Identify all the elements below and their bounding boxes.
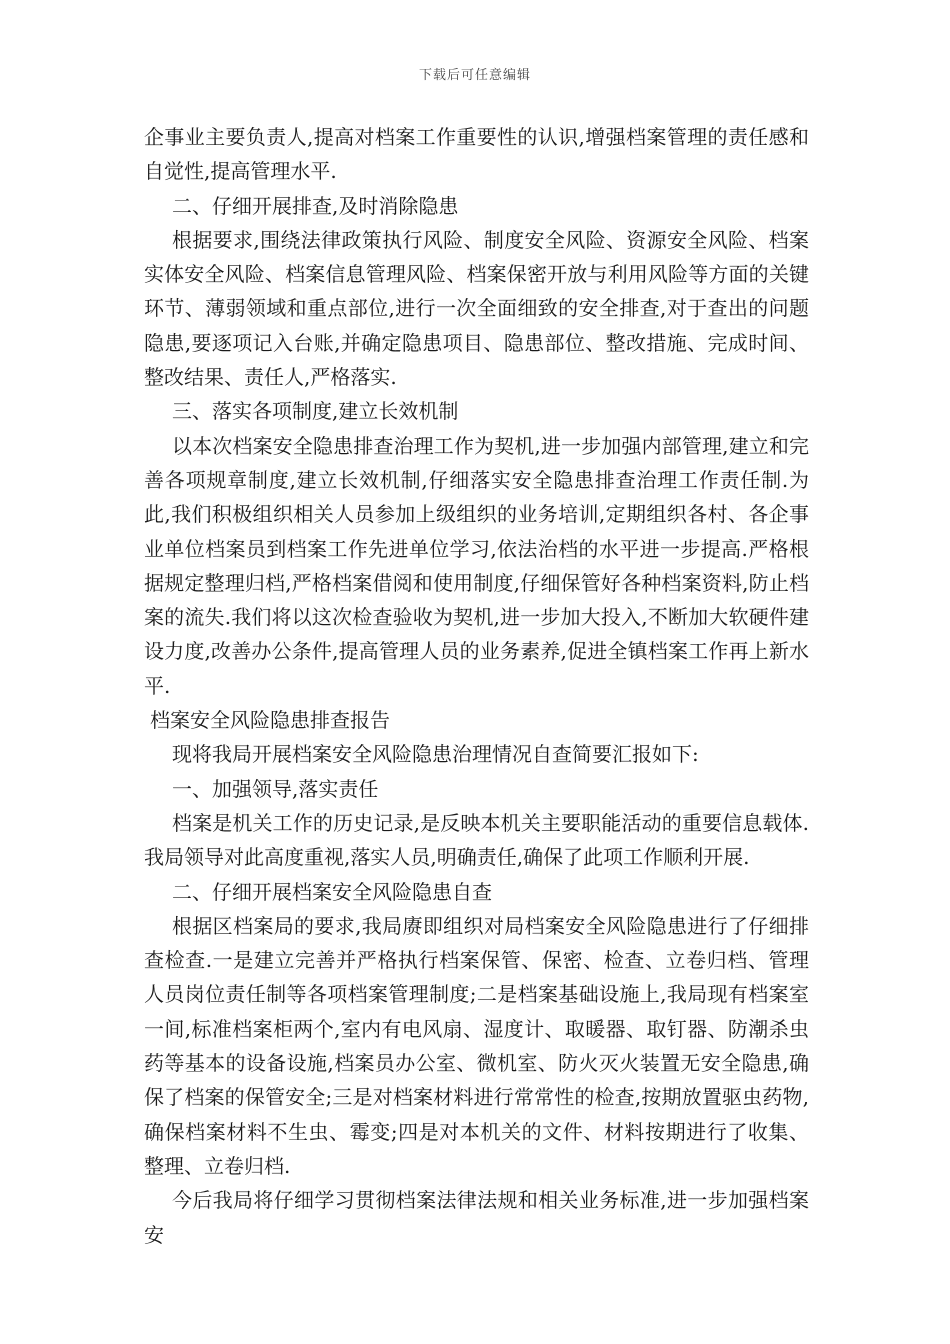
body-paragraph: 现将我局开展档案安全风险隐患治理情况自查简要汇报如下: [172, 742, 699, 767]
section-heading: 一、加强领导,落实责任 [172, 776, 379, 801]
section-heading: 二、仔细开展档案安全风险隐患自查 [172, 879, 492, 904]
report-title: 档案安全风险隐患排查报告 [150, 708, 390, 733]
body-paragraph: 企事业主要负责人,提高对档案工作重要性的认识,增强档案管理的责任感和自觉性,提高管理水平. [144, 125, 809, 184]
section-heading: 二、仔细开展排查,及时消除隐患 [172, 193, 459, 218]
document-body [144, 120, 809, 1252]
body-paragraph: 根据要求,围绕法律政策执行风险、制度安全风险、资源安全风险、档案实体安全风险、档案信息管理风险、档案保密开放与利用风险等方面的关键环节、薄弱领域和重点部位,进行一次全面细致的安全排查,对于查出的问题隐患,要逐项记入台账,并确定隐患项目、隐患部位、整改措施、完成时间、整改结果、责任人,严格落实. [144, 227, 809, 390]
body-paragraph: 根据区档案局的要求,我局赓即组织对局档案安全风险隐患进行了仔细排查检查.一是建立完善并严格执行档案保管、保密、检查、立卷归档、管理人员岗位责任制等各项档案管理制度;二是档案基础设施上,我局现有档案室一间,标准档案柜两个,室内有电风扇、湿度计、取暖器、取钉器、防潮杀虫药等基本的设备设施,档案员办公室、微机室、防火灭火装置无安全隐患,确保了档案的保管安全;三是对档案材料进行常常性的检查,按期放置驱虫药物,确保档案材料不生虫、霉变;四是对本机关的文件、材料按期进行了收集、整理、立卷归档. [144, 913, 809, 1178]
section-heading: 三、落实各项制度,建立长效机制 [172, 399, 459, 424]
page-header: 下载后可任意编辑 [418, 68, 531, 83]
body-paragraph: 档案是机关工作的历史记录,是反映本机关主要职能活动的重要信息载体.我局领导对此高度重视,落实人员,明确责任,确保了此项工作顺利开展. [144, 810, 809, 870]
body-paragraph: 以本次档案安全隐患排查治理工作为契机,进一步加强内部管理,建立和完善各项规章制度,建立长效机制,仔细落实安全隐患排查治理工作责任制.为此,我们积极组织相关人员参加上级组织的业务培训,定期组织各村、各企事业单位档案员到档案工作先进单位学习,依法治档的水平进一步提高.严格根据规定整理归档,严格档案借阅和使用制度,仔细保管好各种档案资料,防止档案的流失.我们将以这次检查验收为契机,进一步加大投入,不断加大软硬件建设力度,改善办公条件,提高管理人员的业务素养,促进全镇档案工作再上新水平. [144, 433, 809, 698]
body-paragraph: 今后我局将仔细学习贯彻档案法律法规和相关业务标准,进一步加强档案安 [144, 1188, 809, 1247]
